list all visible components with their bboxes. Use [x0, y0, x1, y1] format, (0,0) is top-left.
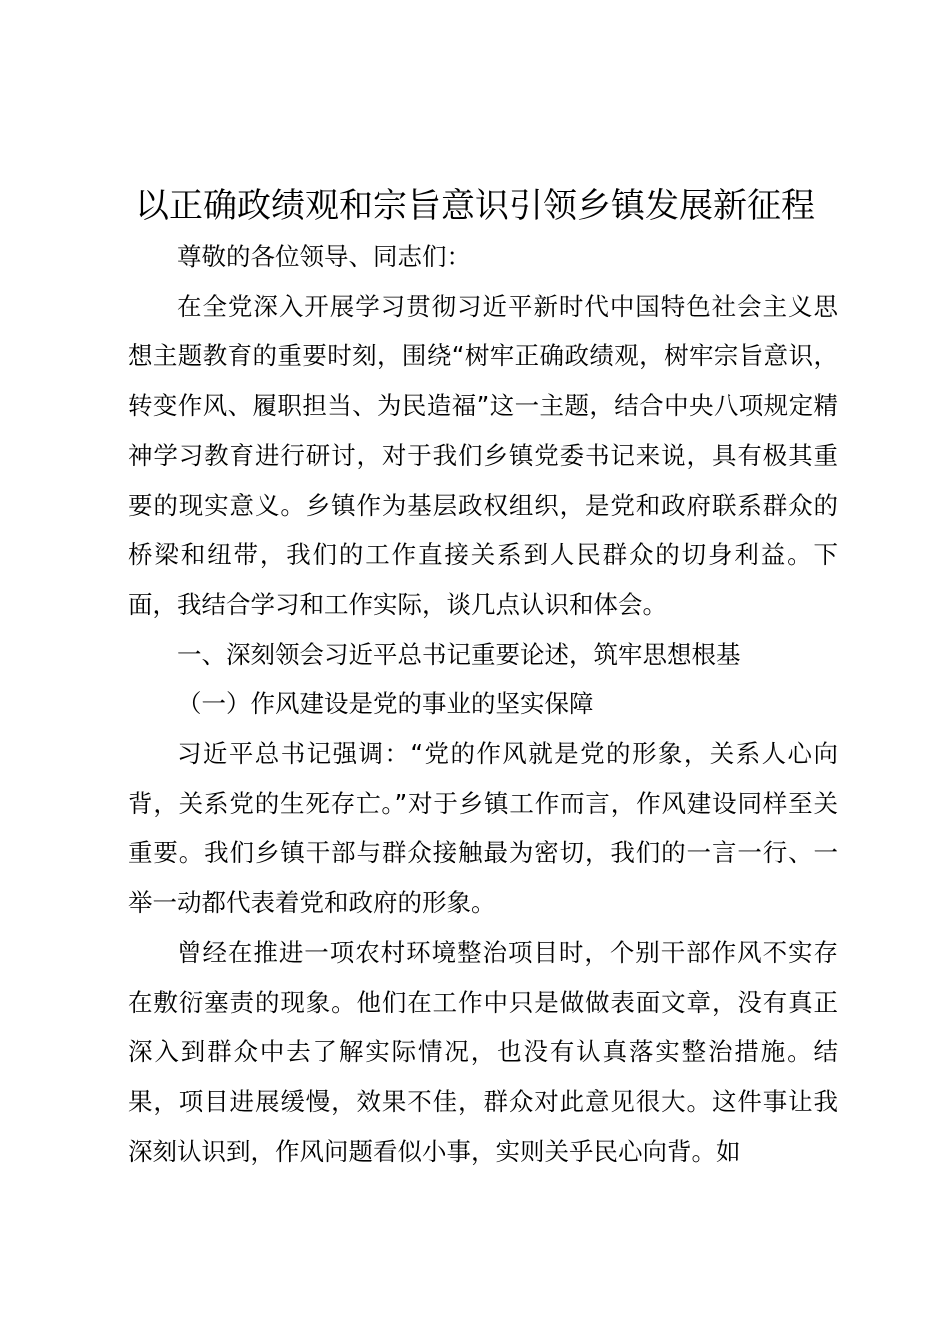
subsection-heading-1: （一）作风建设是党的事业的坚实保障: [177, 689, 594, 719]
document-title: 以正确政绩观和宗旨意识引领乡镇发展新征程: [135, 186, 815, 226]
section-heading-1: 一、深刻领会习近平总书记重要论述，筑牢思想根基: [177, 639, 741, 669]
paragraph-quote: 习近平总书记强调：“党的作风就是党的形象，关系人心向背，关系党的生死存亡。”对于乡镇工作而言，作风建设同样至关重要。我们乡镇干部与群众接触最为密切，我们的一言一行、一举一动都代表着党和政府的形象。: [128, 739, 838, 918]
paragraph-intro: 在全党深入开展学习贯彻习近平新时代中国特色社会主义思想主题教育的重要时刻，围绕“树牢正确政绩观，树牢宗旨意识，转变作风、履职担当、为民造福”这一主题，结合中央八项规定精神学习教育进行研讨，对于我们乡镇党委书记来说，具有极其重要的现实意义。乡镇作为基层政权组织，是党和政府联系群众的桥梁和纽带，我们的工作直接关系到人民群众的切身利益。下面，我结合学习和工作实际，谈几点认识和体会。: [128, 291, 838, 619]
document-body: [128, 232, 838, 1176]
paragraph-example: 曾经在推进一项农村环境整治项目时，个别干部作风不实存在敷衍塞责的现象。他们在工作中只是做做表面文章，没有真正深入到群众中去了解实际情况，也没有认真落实整治措施。结果，项目进展缓慢，效果不佳，群众对此意见很大。这件事让我深刻认识到，作风问题看似小事，实则关乎民心向背。如: [128, 937, 838, 1166]
salutation: 尊敬的各位领导、同志们：: [177, 242, 471, 271]
